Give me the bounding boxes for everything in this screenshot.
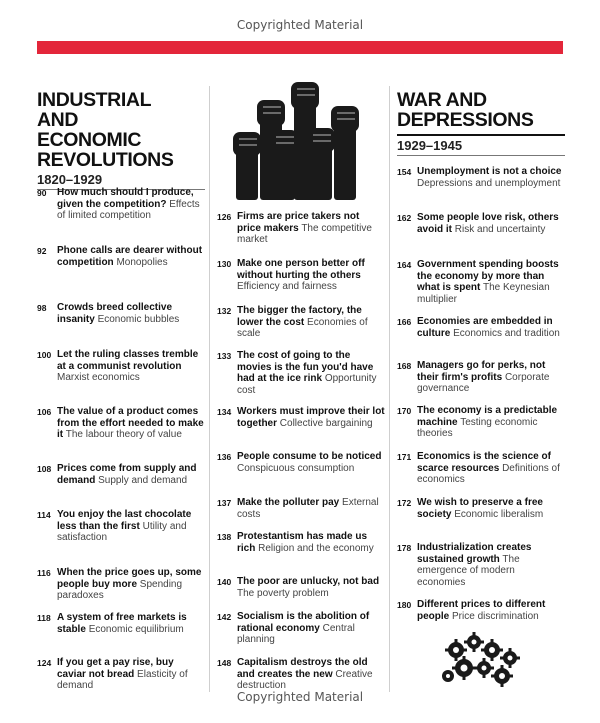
toc-entry[interactable] (217, 497, 385, 520)
toc-entry[interactable] (397, 542, 565, 588)
toc-entry[interactable] (397, 405, 565, 440)
entry-title: Managers go for perks, not their firm's profits (417, 360, 546, 383)
entry-title: Workers must improve their lot together (237, 406, 385, 429)
entry-title: Capitalism destroys the old and creates the new (237, 657, 368, 680)
toc-entry[interactable] (217, 211, 385, 246)
page-number: 100 (37, 350, 52, 360)
page-number: 118 (37, 613, 51, 623)
section-title: INDUSTRIAL AND ECONOMIC REVOLUTIONS (37, 89, 174, 171)
section-years: 1820–1929 (37, 172, 103, 187)
entry-title: Protestantism has made us rich (237, 531, 368, 554)
page-number: 98 (37, 303, 47, 313)
page-number: 168 (397, 361, 412, 371)
toc-entry[interactable] (217, 611, 385, 646)
page-number: 108 (37, 464, 52, 474)
entry-title: The economy is a predictable machine (417, 405, 558, 428)
page-number: 142 (217, 612, 232, 622)
entry-title: A system of free markets is stable (57, 612, 187, 635)
toc-entry[interactable] (37, 406, 205, 441)
entry-subtitle: Central planning (237, 622, 355, 645)
page-number: 171 (397, 452, 412, 462)
entry-title: When the price goes up, some people buy more (57, 567, 202, 590)
entry-title: If you get a pay rise, buy caviar not bread (57, 657, 174, 680)
entry-subtitle: Religion and the economy (258, 542, 374, 554)
toc-entry[interactable] (217, 305, 385, 340)
entry-subtitle: Elasticity of demand (57, 668, 188, 691)
toc-entry[interactable] (397, 599, 565, 622)
section-header-industrial (37, 90, 205, 190)
entry-title: Different prices to different people (417, 599, 546, 622)
entry-title: The value of a product comes from the effort needed to make it (57, 406, 204, 440)
entry-subtitle: External costs (237, 497, 379, 520)
page-number: 140 (217, 577, 232, 587)
page-number: 126 (217, 212, 232, 222)
page-number: 178 (397, 543, 412, 553)
entry-title: The cost of going to the movies is the fun you'd have had at the ice rink (237, 350, 374, 384)
entry-title: Prices come from supply and demand (57, 463, 197, 486)
toc-entry[interactable] (217, 451, 385, 474)
toc-entry[interactable] (37, 349, 205, 384)
entry-subtitle: Definitions of economics (417, 462, 560, 485)
page-number: 133 (217, 351, 232, 361)
page-number: 162 (397, 213, 412, 223)
toc-entry[interactable] (37, 463, 205, 486)
toc-entry[interactable] (397, 316, 565, 339)
entry-title: Industrialization creates sustained growth (417, 542, 532, 565)
entry-subtitle: The poverty problem (237, 587, 329, 599)
entry-subtitle: Risk and uncertainty (454, 223, 546, 235)
page-number: 148 (217, 658, 232, 668)
raised-fists-icon (230, 82, 362, 202)
column-divider (389, 86, 390, 692)
toc-entry[interactable] (37, 302, 205, 325)
entry-subtitle: Economic equilibrium (88, 623, 184, 635)
entry-title: We wish to preserve a free society (417, 497, 543, 520)
entry-title: Economies are embedded in culture (417, 316, 553, 339)
page-number: 116 (37, 568, 51, 578)
entry-title: Firms are price takers not price makers (237, 211, 360, 234)
column-divider (209, 86, 210, 692)
entry-subtitle: Price discrimination (452, 610, 539, 622)
page-number: 136 (217, 452, 232, 462)
entry-title: People consume to be noticed (237, 451, 382, 462)
page-number: 172 (397, 498, 412, 508)
toc-entry[interactable] (217, 531, 385, 554)
section-title: WAR AND DEPRESSIONS (397, 89, 534, 131)
entry-title: Let the ruling classes tremble at a communist revolution (57, 349, 199, 372)
toc-entry[interactable] (217, 576, 385, 599)
toc-entry[interactable] (37, 245, 205, 268)
toc-entry[interactable] (37, 567, 205, 602)
toc-entry[interactable] (397, 360, 565, 395)
entry-title: Unemployment is not a choice (417, 166, 562, 177)
entry-subtitle: Economic liberalism (454, 508, 544, 520)
accent-bar (37, 41, 563, 54)
section-rule (397, 134, 565, 136)
entry-subtitle: Creative destruction (237, 668, 373, 691)
entry-title: Crowds breed collective insanity (57, 302, 173, 325)
entry-title: Some people love risk, others avoid it (417, 212, 559, 235)
page-number: 180 (397, 600, 412, 610)
entry-title: The bigger the factory, the lower the cost (237, 305, 362, 328)
entry-title: Phone calls are dearer without competition (57, 245, 203, 268)
entry-title: Government spending boosts the economy by more than what is spent (417, 259, 559, 293)
entry-subtitle: Economics and tradition (453, 327, 560, 339)
page-number: 92 (37, 246, 47, 256)
entry-subtitle: Opportunity cost (237, 373, 377, 396)
toc-entry[interactable] (217, 350, 385, 396)
page-number: 90 (37, 188, 47, 198)
entry-title: How much should I produce, given the competition? (57, 187, 194, 210)
toc-entry[interactable] (217, 258, 385, 293)
toc-entry[interactable] (397, 451, 565, 486)
page-number: 154 (397, 167, 412, 177)
entry-title: You enjoy the last chocolate less than the first (57, 509, 192, 532)
entry-subtitle: Economic bubbles (97, 313, 180, 325)
entry-title: Economics is the science of scarce resources (417, 451, 551, 474)
toc-entry[interactable] (37, 612, 205, 635)
gears-icon (440, 630, 522, 688)
entry-title: Make the polluter pay (237, 497, 340, 508)
page-number: 134 (217, 407, 232, 417)
toc-entry[interactable] (37, 187, 205, 222)
section-years: 1929–1945 (397, 138, 463, 153)
entry-subtitle: Utility and satisfaction (57, 520, 187, 543)
section-header-war (397, 90, 565, 156)
entry-title: Make one person better off without hurting the others (237, 258, 365, 281)
entry-subtitle: Effects of limited competition (57, 198, 200, 221)
page-number: 138 (217, 532, 232, 542)
toc-entry[interactable] (217, 406, 385, 429)
page-number: 106 (37, 407, 52, 417)
entry-subtitle: Economies of scale (237, 316, 368, 339)
toc-entry[interactable] (397, 212, 565, 235)
page-number: 170 (397, 406, 412, 416)
toc-entry[interactable] (397, 166, 565, 189)
entry-subtitle: Efficiency and fairness (237, 281, 337, 292)
page-number: 166 (397, 317, 412, 327)
page-number: 114 (37, 510, 51, 520)
section-rule (397, 155, 565, 156)
entry-subtitle: Supply and demand (98, 474, 188, 486)
page-number: 132 (217, 306, 232, 316)
page-number: 164 (397, 260, 412, 270)
entry-subtitle: Spending paradoxes (57, 578, 183, 601)
entry-subtitle: The Keynesian multiplier (417, 282, 550, 305)
toc-entry[interactable] (37, 509, 205, 544)
page-number: 130 (217, 259, 232, 269)
toc-entry[interactable] (397, 259, 565, 305)
entry-subtitle: The labour theory of value (65, 429, 182, 440)
page-number: 124 (37, 658, 52, 668)
copyright-watermark-top: Copyrighted Material (236, 18, 364, 32)
entry-subtitle: Marxist economics (57, 372, 140, 383)
toc-entry[interactable] (37, 657, 205, 692)
entry-title: Socialism is the abolition of rational economy (237, 611, 370, 634)
entry-subtitle: Testing economic theories (417, 416, 538, 439)
page-number: 137 (217, 498, 232, 508)
entry-subtitle: The competitive market (237, 222, 372, 245)
entry-title: The poor are unlucky, not bad (237, 576, 380, 587)
copyright-watermark-bottom: Copyrighted Material (236, 690, 364, 704)
entry-subtitle: The emergence of modern economies (417, 553, 520, 588)
toc-entry[interactable] (397, 497, 565, 520)
entry-subtitle: Monopolies (116, 256, 168, 268)
toc-entry[interactable] (217, 657, 385, 692)
entry-subtitle: Collective bargaining (279, 417, 373, 429)
entry-subtitle: Conspicuous consumption (237, 462, 355, 474)
entry-subtitle: Depressions and unemployment (417, 177, 561, 189)
entry-subtitle: Corporate governance (417, 371, 550, 394)
